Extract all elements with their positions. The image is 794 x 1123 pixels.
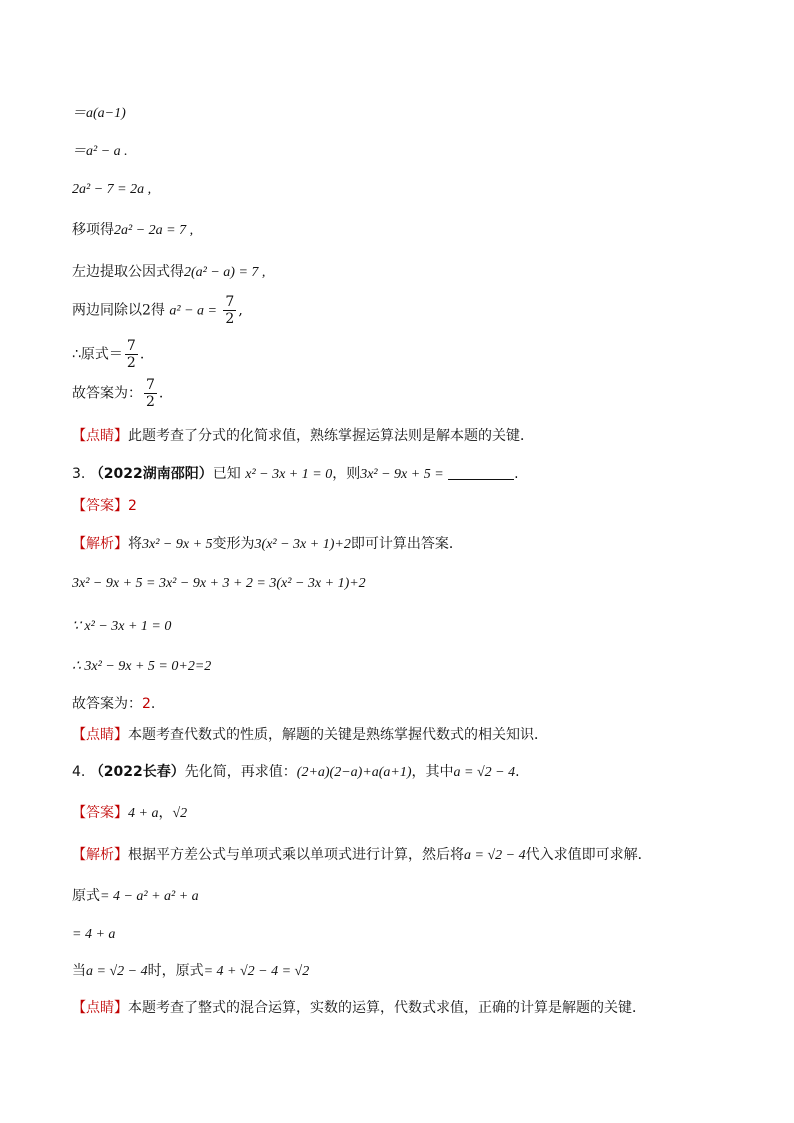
q4-step-1 bbox=[72, 886, 199, 907]
analysis-math: 3(x² − 3x + 1)+2 bbox=[254, 537, 351, 552]
analysis-text: 代入求值即可求解． bbox=[525, 847, 652, 863]
q4-step-3 bbox=[72, 961, 309, 982]
punct: . bbox=[139, 346, 145, 363]
daan-tag: 【答案】 bbox=[72, 498, 128, 514]
q3-comment bbox=[72, 725, 548, 745]
analysis-text: 即可计算出答案． bbox=[350, 536, 463, 552]
fraction-numerator: 7 bbox=[225, 294, 235, 310]
question-number: 3. bbox=[72, 466, 86, 482]
solution-step-4 bbox=[72, 220, 193, 241]
solution-step-2: ＝a² − a . bbox=[72, 144, 128, 159]
jiexi-tag: 【解析】 bbox=[72, 847, 128, 863]
fraction bbox=[223, 294, 236, 327]
stem-text: ，其中 bbox=[411, 764, 454, 780]
question-source: （2022湖南邵阳） bbox=[89, 466, 213, 482]
punct: . bbox=[158, 385, 164, 402]
analysis-text: 变形为 bbox=[212, 536, 255, 552]
q3-step-3: ∴ 3x² − 9x + 5 = 0+2=2 bbox=[72, 659, 212, 674]
fraction-numerator: 7 bbox=[126, 338, 136, 354]
stem-text: ，则 bbox=[332, 466, 361, 482]
step-text: 移项得 bbox=[72, 222, 114, 238]
daan-tag: 【答案】 bbox=[72, 805, 128, 821]
step-text: 当 bbox=[72, 963, 86, 979]
dianjing-tag: 【点睛】 bbox=[72, 727, 128, 743]
punct: . bbox=[150, 696, 156, 712]
solution-step-3: 2a² − 7 = 2a , bbox=[72, 182, 152, 197]
stem-math: (2+a)(2−a)+a(a+1) bbox=[296, 765, 412, 780]
step-text: 两边同除以 bbox=[72, 302, 142, 319]
answer-value: √2 bbox=[172, 806, 188, 821]
step-number: 2 bbox=[142, 302, 151, 319]
q2-comment bbox=[72, 426, 534, 446]
punct: . bbox=[515, 764, 520, 780]
step-math: = 4 − a² + a² + a bbox=[100, 889, 199, 904]
final-value: 2 bbox=[142, 696, 151, 712]
question-source: （2022长春） bbox=[89, 764, 185, 780]
step-math: 2(a² − a) = 7 , bbox=[184, 265, 266, 280]
solution-step-6 bbox=[72, 294, 243, 327]
stem-math: x² − 3x + 1 = 0 bbox=[245, 467, 333, 482]
step-math: a² − a = bbox=[169, 303, 217, 319]
step-text: 原式 bbox=[72, 888, 100, 904]
analysis-text: 根据平方差公式与单项式乘以单项式进行计算，然后将 bbox=[128, 847, 464, 863]
stem-math: 3x² − 9x + 5 = bbox=[360, 467, 444, 482]
jiexi-tag: 【解析】 bbox=[72, 536, 128, 552]
comment-text: 此题考查了分式的化简求值，熟练掌握运算法则是解本题的关键． bbox=[128, 428, 534, 444]
q3-final bbox=[72, 694, 155, 714]
step-math: 2a² − 2a = 7 , bbox=[114, 223, 194, 238]
analysis-math: 3x² − 9x + 5 bbox=[142, 537, 213, 552]
question-number: 4. bbox=[72, 764, 86, 780]
comment-text: 本题考查了整式的混合运算，实数的运算，代数式求值，正确的计算是解题的关键． bbox=[128, 1000, 646, 1016]
solution-step-8 bbox=[72, 377, 163, 410]
q4-stem bbox=[72, 762, 520, 783]
step-text: 得 bbox=[150, 302, 165, 319]
fraction-numerator: 7 bbox=[146, 377, 155, 393]
answer-value: 2 bbox=[128, 498, 137, 514]
fraction-denominator: 2 bbox=[225, 311, 235, 327]
final-text: 故答案为： bbox=[72, 696, 142, 712]
q4-answer bbox=[72, 803, 187, 824]
q3-answer bbox=[72, 496, 137, 516]
fraction-denominator: 2 bbox=[126, 355, 136, 371]
q4-step-2: = 4 + a bbox=[72, 927, 116, 942]
q4-comment bbox=[72, 998, 646, 1018]
punct: , bbox=[238, 302, 243, 319]
step-math: = 4 + √2 − 4 = √2 bbox=[203, 964, 310, 979]
fraction bbox=[144, 377, 157, 410]
fraction bbox=[125, 338, 138, 371]
answer-value: 4 + a bbox=[128, 806, 159, 821]
stem-text: 已知 bbox=[212, 466, 241, 482]
step-math: a = √2 − 4 bbox=[86, 964, 148, 979]
q3-step-1: 3x² − 9x + 5 = 3x² − 9x + 3 + 2 = 3(x² − 3x + 1)+2 bbox=[72, 576, 366, 591]
solution-step-5 bbox=[72, 262, 265, 283]
comment-text: 本题考查代数式的性质，解题的关键是熟练掌握代数式的相关知识． bbox=[128, 727, 548, 743]
q3-analysis bbox=[72, 534, 463, 555]
step-text: 时，原式 bbox=[147, 963, 204, 979]
dianjing-tag: 【点睛】 bbox=[72, 428, 128, 444]
punct: ， bbox=[158, 805, 173, 821]
q4-analysis bbox=[72, 845, 652, 866]
q3-step-2: ∵ x² − 3x + 1 = 0 bbox=[72, 619, 172, 634]
solution-step-1: ＝a(a−1) bbox=[72, 106, 126, 121]
analysis-math: a = √2 − 4 bbox=[464, 848, 526, 863]
dianjing-tag: 【点睛】 bbox=[72, 1000, 128, 1016]
stem-condition: a = √2 − 4 bbox=[453, 765, 516, 780]
solution-step-7 bbox=[72, 338, 144, 371]
q3-stem bbox=[72, 464, 519, 485]
step-text: ∴原式＝ bbox=[72, 346, 123, 363]
analysis-text: 将 bbox=[128, 536, 142, 552]
fraction-denominator: 2 bbox=[146, 394, 155, 410]
step-text: 故答案为： bbox=[72, 385, 142, 402]
punct: . bbox=[514, 466, 519, 482]
stem-text: 先化简，再求值： bbox=[184, 764, 297, 780]
answer-blank bbox=[448, 465, 514, 480]
step-text: 左边提取公因式得 bbox=[72, 264, 184, 280]
